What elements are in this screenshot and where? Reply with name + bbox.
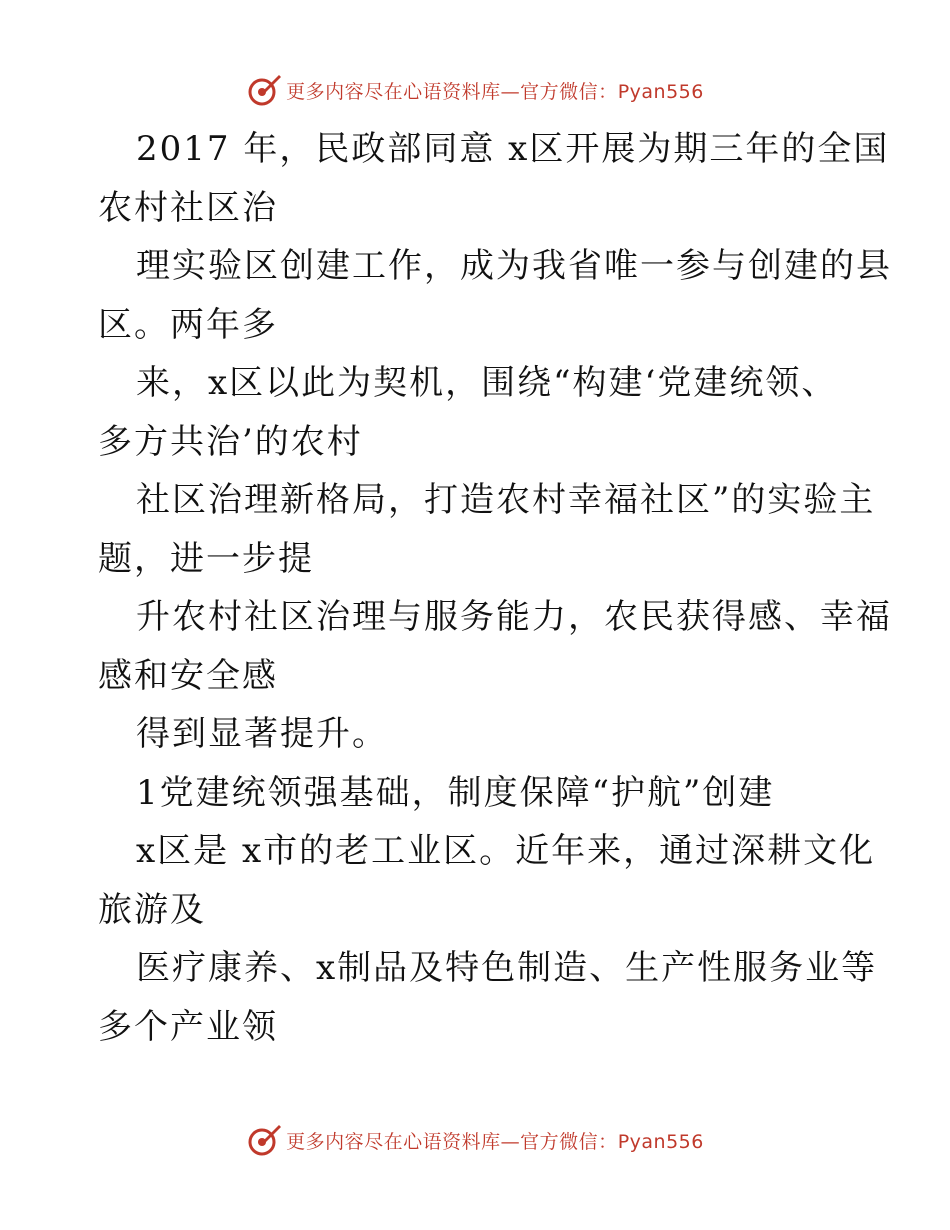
footer-separator: — [500,1130,521,1153]
pen-logo-icon [246,72,282,108]
body-line: x区是 x市的老工业区。近年来，通过深耕文化 [136,831,876,871]
pen-logo-icon [246,1122,282,1158]
body-line: 感和安全感 [98,655,278,696]
body-line: 升农村社区治理与服务能力，农民获得感、幸福 [136,597,892,637]
footer-wechat-label: 官方微信： [520,1130,618,1153]
body-line: 多个产业领 [98,1006,278,1047]
header-banner [0,70,950,110]
header-separator: — [500,80,521,103]
body-line: 医疗康养、x制品及特色制造、生产性服务业等 [136,948,878,988]
body-line: 区。两年多 [98,304,278,345]
header-account: Pyan556 [617,80,704,103]
body-line: 题，进一步提 [98,538,314,579]
body-line: 社区治理新格局，打造农村幸福社区”的实验主 [136,480,876,520]
footer-account: Pyan556 [617,1130,704,1153]
footer-brand: 更多内容尽在心语资料库 [286,1130,501,1153]
header-text [286,77,704,104]
header-wechat-label: 官方微信： [520,80,618,103]
body-line: 农村社区治 [98,187,278,228]
body-line: 得到显著提升。 [136,714,388,754]
footer-text [286,1127,704,1154]
body-line: 理实验区创建工作，成为我省唯一参与创建的县 [136,246,892,286]
body-line: 来，x区以此为契机，围绕“构建‘党建统领、 [136,363,838,403]
section-heading: 1党建统领强基础，制度保障“护航”创建 [136,772,775,813]
header-brand: 更多内容尽在心语资料库 [286,80,501,103]
body-line: 多方共治’的农村 [98,421,363,462]
body-line: 2017 年，民政部同意 x区开展为期三年的全国 [136,129,890,169]
footer-banner [0,1120,950,1160]
body-line: 旅游及 [98,889,206,930]
document-body [98,120,892,1056]
